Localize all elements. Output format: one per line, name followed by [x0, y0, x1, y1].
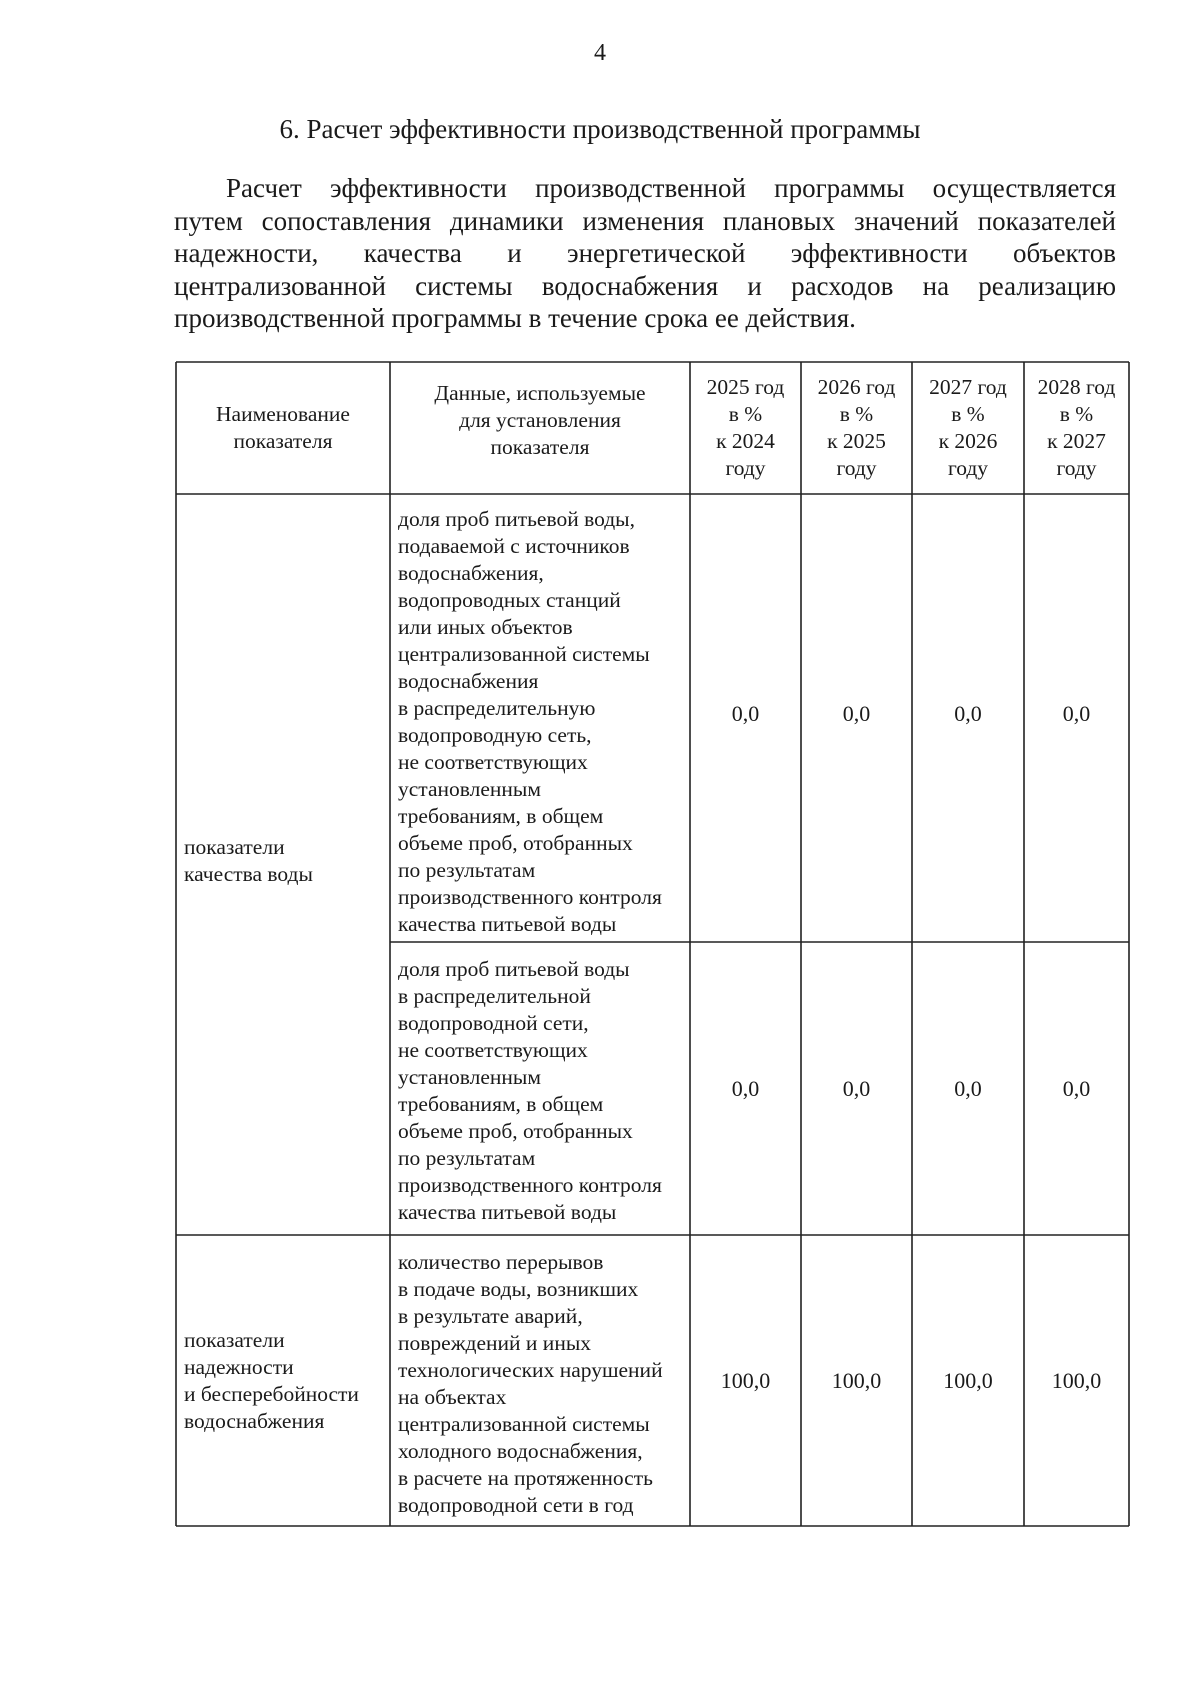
paragraph-line: надежности, качества и энергетической эффективности объектов — [174, 238, 1116, 268]
table-cell-value: 0,0 — [842, 700, 871, 726]
table-cell-value: 0,0 — [954, 1076, 982, 1101]
table-cell-value: 100,0 — [1051, 1368, 1102, 1393]
paragraph-line: путем сопоставления динамики изменения плановых значений показателей — [174, 205, 1116, 236]
table-cell-value: 100,0 — [720, 1368, 771, 1393]
table-cell-value: 0,0 — [954, 700, 982, 726]
table-cell-value: 0,0 — [1062, 700, 1091, 726]
section-title: 6. Расчет эффективности производственной программы — [279, 114, 921, 144]
indicator-name-reliability: показатели надежности и бесперебойности водоснабжения — [184, 1327, 359, 1433]
header-data: Данные, используемые для установления показателя — [434, 380, 646, 459]
header-2028: 2028 год в % к 2027 году — [1037, 375, 1116, 480]
table-cell-value: 100,0 — [831, 1368, 882, 1393]
table-cell-value: 0,0 — [731, 700, 760, 726]
indicator-name-water-quality: показатели качества воды — [184, 835, 313, 886]
table-row-data: доля проб питьевой воды, подаваемой с источников водоснабжения, водопроводных станций или иных объектов централизованной системы водоснабжения в распределительную водопроводную сеть, не соответствующих установленным требованиям, в общем объеме проб, отобранных по результатам производственного контроля качества питьевой воды — [398, 507, 662, 936]
table-cell-value: 100,0 — [943, 1368, 993, 1393]
table-row-data: доля проб питьевой воды в распределительной водопроводной сети, не соответствующих установленным требованиям, в общем объеме проб, отобранных по результатам производственного контроля качества питьевой воды — [398, 957, 662, 1224]
table-row-data: количество перерывов в подаче воды, возникших в результате аварий, повреждений и иных технологических нарушений на объектах централизованной системы холодного водоснабжения, в расчете на протяженность водопроводной сети в год — [398, 1250, 663, 1517]
table-cell-value: 0,0 — [731, 1076, 760, 1101]
paragraph-line: централизованной системы водоснабжения и расходов на реализацию — [174, 270, 1116, 301]
table-cell-value: 0,0 — [842, 1076, 871, 1101]
table-cell-value: 0,0 — [1062, 1076, 1091, 1101]
page-number: 4 — [594, 40, 606, 66]
header-name: Наименование показателя — [216, 402, 350, 453]
paragraph-line: Расчет эффективности производственной программы осуществляется — [226, 173, 1116, 203]
header-2025: 2025 год в % к 2024 году — [706, 375, 785, 480]
paragraph-line: производственной программы в течение срока ее действия. — [174, 303, 856, 333]
header-2026: 2026 год в % к 2025 году — [817, 375, 896, 480]
header-2027: 2027 год в % к 2026 году — [929, 375, 1007, 480]
